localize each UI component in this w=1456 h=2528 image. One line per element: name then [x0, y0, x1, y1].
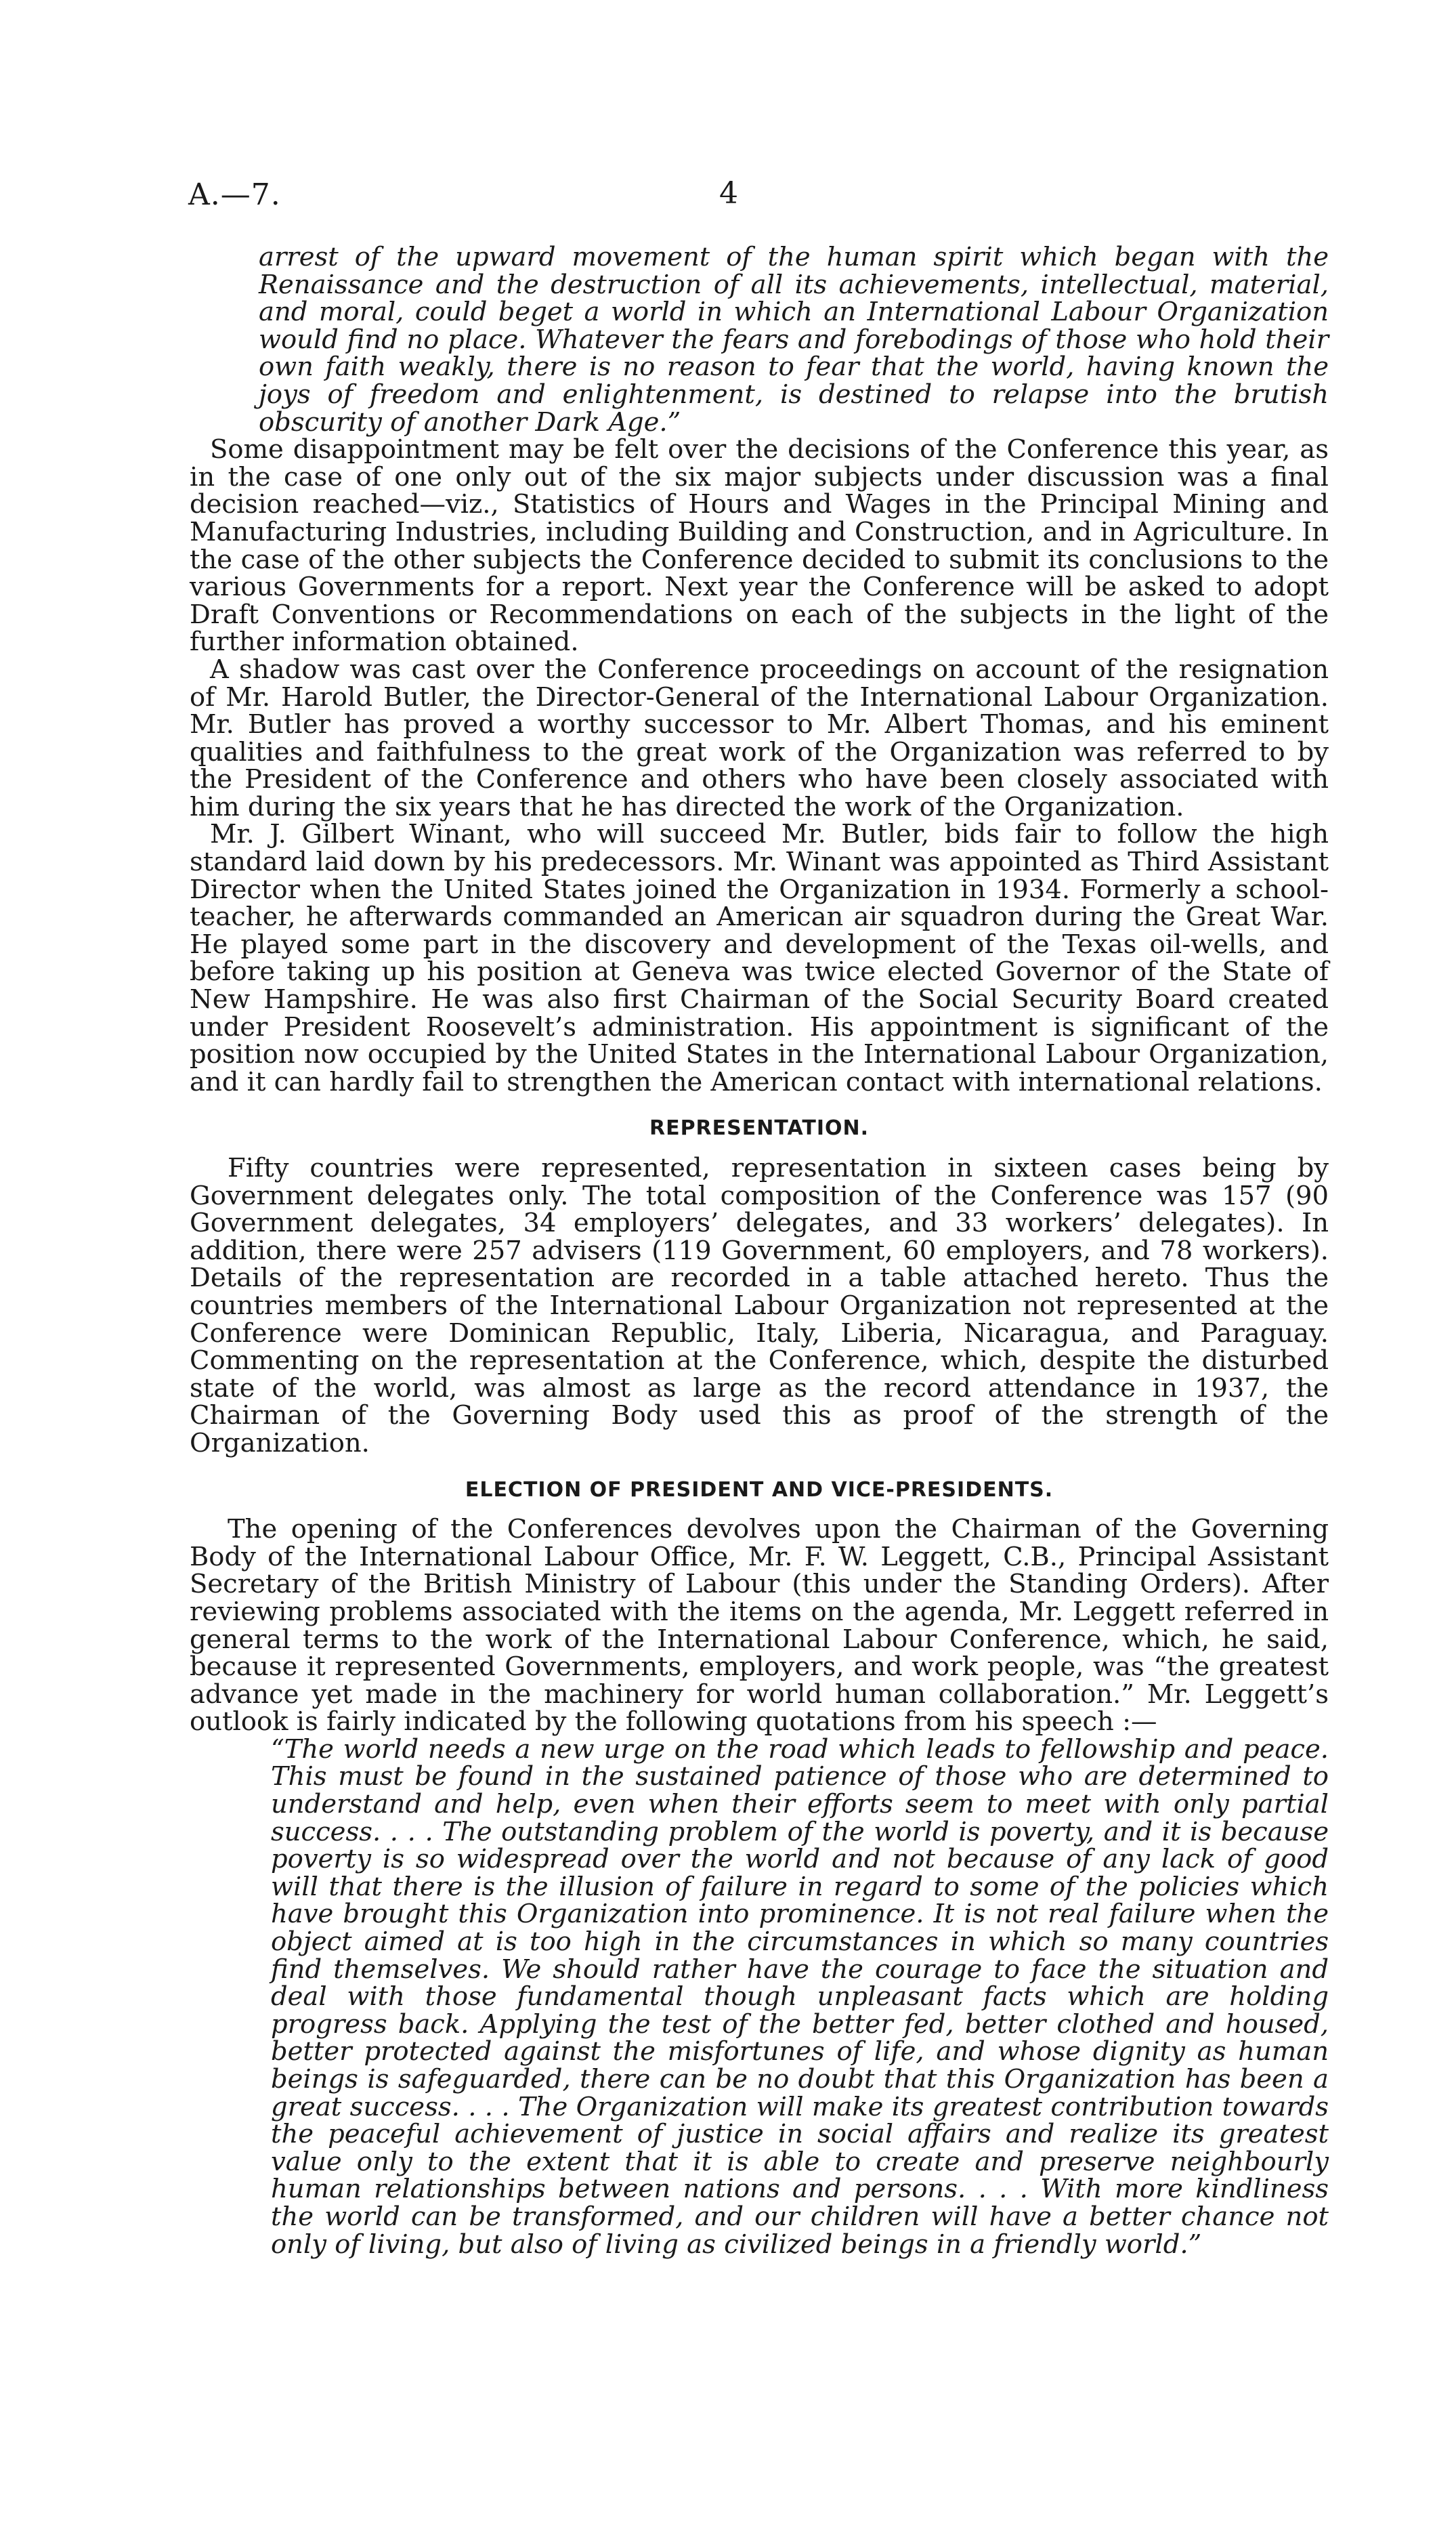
heading-representation: REPRESENTATION. [649, 1116, 870, 1141]
heading-election: ELECTION OF PRESIDENT AND VICE-PRESIDENTS. [465, 1477, 1054, 1502]
leggett-speech-quote: “The world needs a new urge on the road which leads to fellowship and peace. This must be found in the sustained patience of those who are determined to understand and help, even when their efforts seem to meet with only partial success. . . . The outstanding problem of the world is poverty, and it is because poverty is so widespread over the world and not because of any lack of good will that there is the illusion of failure in regard to some of the policies which have brought this Organization into prominence. It is not real failure when the object aimed at is too high in the circumstances in which so many countries find themselves. We should rather have the courage to face the situation and deal with those fundamental though unpleasant facts which are holding progress back. Applying the test of the better fed, better clothed and housed, better protected against the misfortunes of life, and whose dignity as human beings is safeguarded, there can be no doubt that this Organization has been a great success. . . . The Organization will make its greatest contribution towards the peaceful achievement of justice in social affairs and realize its greatest value only to the extent that it is able to create and preserve neighbourly human relationships between nations and persons. . . . With more kindliness the world can be transformed, and our children will have a better chance not only of living, but also of living as civilized beings in a friendly world.” [271, 1733, 1329, 2260]
paragraph-election: The opening of the Conferences devolves upon the Chairman of the Governing Body of the International Labour Office, Mr. F. W. Leggett, C.B., Principal Assistant Secretary of the British Ministry of Labour (this under the Standing Orders). After reviewing problems associated with the items on the agenda, Mr. Leggett referred in general terms to the work of the International Labour Conference, which, he said, because it represented Governments, employers, and work people, was “the greatest advance yet made in the machinery for world human collaboration.” Mr. Leggett’s outlook is fairly indicated by the following quotations from his speech :— [190, 1514, 1329, 1737]
document-reference: A.—7. [188, 177, 281, 212]
paragraph-representation: Fifty countries were represented, representation in sixteen cases being by Government delegates only. The total composition of the Conference was 157 (90 Government delegates, 34 employers’ delegates, and 33 workers’ delegates). In addition, there were 257 advisers (119 Government, 60 employers, and 78 workers). Details of the representation are recorded in a table attached hereto. Thus the countries members of the International Labour Organization not represented at the Conference were Dominican Republic, Italy, Liberia, Nicaragua, and Paraguay. Commenting on the representation at the Conference, which, despite the disturbed state of the world, was almost as large as the record attendance in 1937, the Chairman of the Governing Body used this as proof of the strength of the Organization. [190, 1153, 1329, 1458]
paragraph-disappointment: Some disappointment may be felt over the decisions of the Conference this year, as in the case of one only out of the six major subjects under discussion was a final decision reached—viz., Statistics of Hours and Wages in the Principal Mining and Manufacturing Industries, including Building and Construction, and in Agriculture. In the case of the other subjects the Conference decided to submit its conclusions to the various Governments for a report. Next year the Conference will be asked to adopt Draft Conventions or Recommendations on each of the subjects in the light of the further information obtained. [190, 434, 1329, 658]
opening-quote: arrest of the upward movement of the human spirit which began with the Renaissance and the destruction of all its achievements, intellectual, material, and moral, could beget a world in which an International Labour Organization would find no place. Whatever the fears and forebodings of those who hold their own faith weakly, there is no reason to fear that the world, having known the joys of freedom and enlightenment, is destined to relapse into the brutish obscurity of another Dark Age.” [259, 242, 1329, 438]
document-body [190, 244, 1329, 2258]
paragraph-winant: Mr. J. Gilbert Winant, who will succeed Mr. Butler, bids fair to follow the high standard laid down by his predecessors. Mr. Winant was appointed as Third Assistant Director when the United States joined the Organization in 1934. Formerly a school-teacher, he afterwards commanded an American air squadron during the Great War. He played some part in the discovery and development of the Texas oil-wells, and before taking up his position at Geneva was twice elected Governor of the State of New Hampshire. He was also first Chairman of the Social Security Board created under President Roosevelt’s administration. His appointment is significant of the position now occupied by the United States in the International Labour Organization, and it can hardly fail to strengthen the American contact with international relations. [190, 819, 1329, 1097]
page-number: 4 [719, 176, 738, 211]
paragraph-butler-resignation: A shadow was cast over the Conference proceedings on account of the resignation of Mr. Harold Butler, the Director-General of the International Labour Organization. Mr. Butler has proved a worthy successor to Mr. Albert Thomas, and his eminent qualities and faithfulness to the great work of the Organization was referred to by the President of the Conference and others who have been closely associated with him during the six years that he has directed the work of the Organization. [190, 654, 1329, 822]
